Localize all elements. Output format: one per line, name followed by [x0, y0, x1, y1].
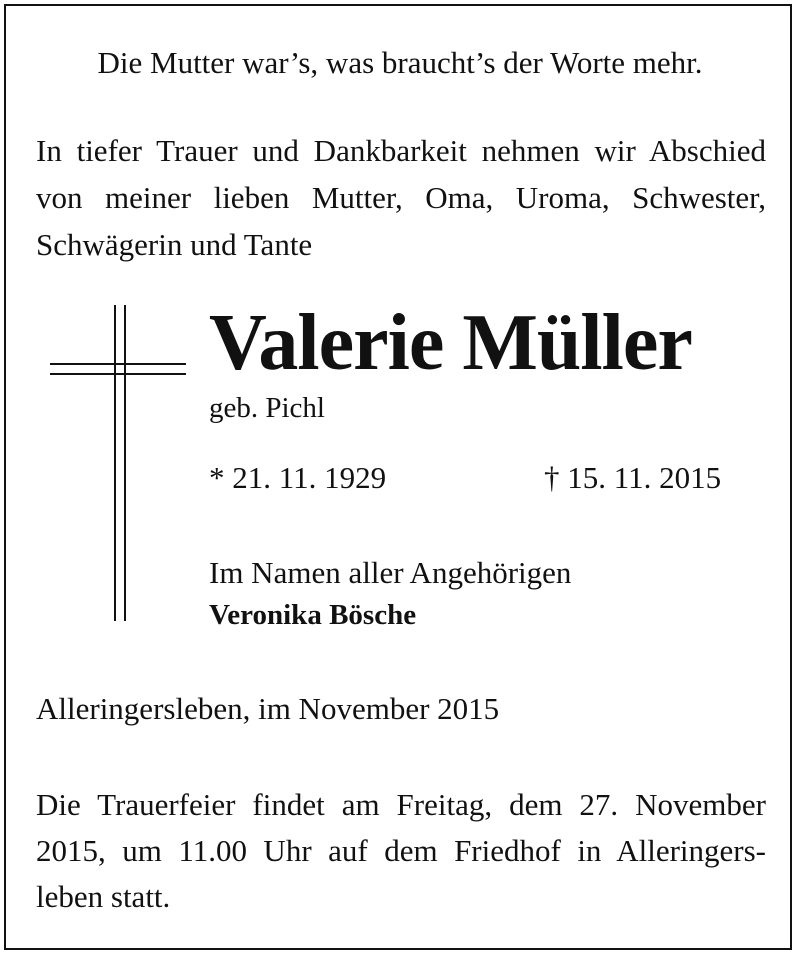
intro-line-2: von meiner lieben Mutter, Oma, Uroma, Schwester, — [36, 180, 766, 215]
funeral-line-2: 2015, um 11.00 Uhr auf dem Friedhof in Alleringers- — [36, 833, 766, 868]
motto-text: Die Mutter war’s, was braucht’s der Worte mehr. — [97, 45, 703, 80]
intro-line-1: In tiefer Trauer und Dankbarkeit nehmen wir Abschied — [36, 133, 766, 168]
death-date: † 15. 11. 2015 — [544, 460, 722, 495]
funeral-line-3: leben statt. — [36, 879, 171, 914]
intro-line-3: Schwägerin und Tante — [36, 227, 313, 262]
funeral-line-1: Die Trauerfeier findet am Freitag, dem 27. November — [36, 787, 766, 822]
signature-name: Veronika Bösche — [209, 599, 417, 631]
signature-label: Im Namen aller Angehörigen — [209, 555, 572, 590]
birth-date: * 21. 11. 1929 — [209, 460, 387, 495]
maiden-name: geb. Pichl — [209, 392, 325, 424]
cross-icon — [48, 303, 188, 623]
deceased-name: Valerie Müller — [209, 299, 692, 387]
place-date: Alleringersleben, im November 2015 — [36, 691, 500, 726]
